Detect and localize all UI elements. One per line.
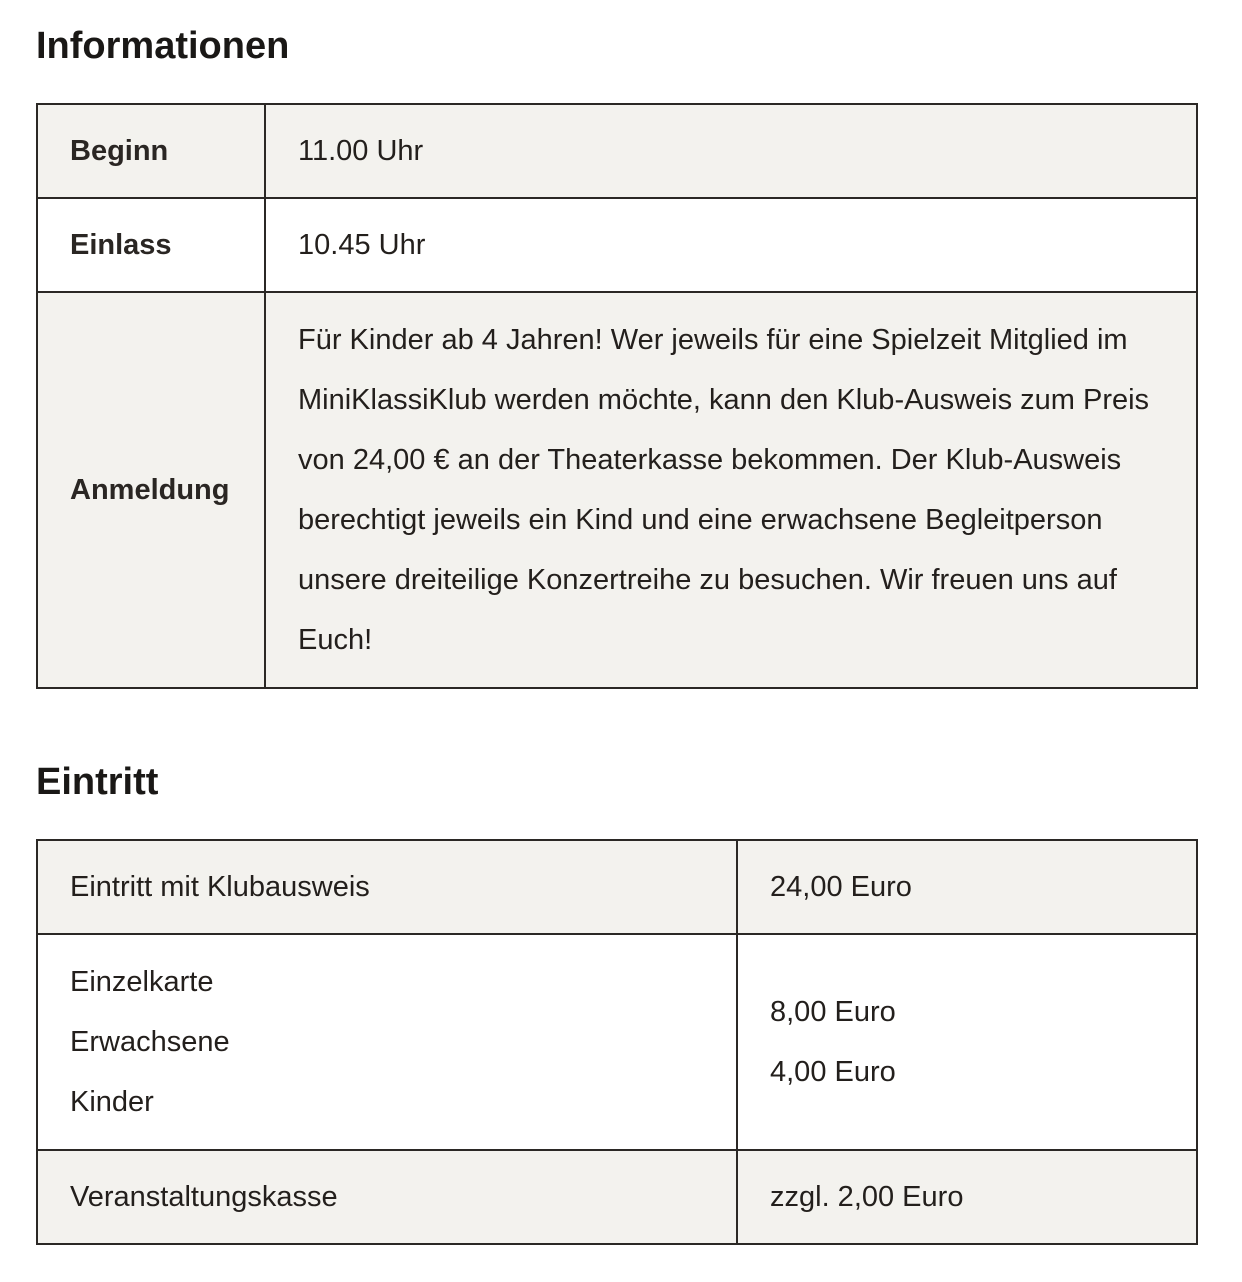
info-table [36, 103, 1198, 689]
section-title-eintritt: Eintritt [36, 761, 159, 803]
row-label-beginn: Beginn [37, 104, 265, 198]
table-row [37, 934, 1197, 1150]
table-row [37, 840, 1197, 934]
table-row [37, 104, 1197, 198]
row-label-einlass: Einlass [37, 198, 265, 292]
row-value-einlass: 10.45 Uhr [265, 198, 1197, 292]
row-value-anmeldung: Für Kinder ab 4 Jahren! Wer jeweils für eine Spielzeit Mitglied im MiniKlassiKlub werden möchte, kann den Klub-Ausweis zum Preis von 24,00 € an der Theaterkasse bekommen. Der Klub-Ausweis berechtigt jeweils ein Kind und eine erwachsene Begleitperson unsere dreiteilige Konzertreihe zu besuchen. Wir freuen uns auf Euch! [265, 292, 1197, 688]
value-erwachsene: 8,00 Euro [770, 996, 896, 1028]
row-label-anmeldung: Anmeldung [37, 292, 265, 688]
row-label-veranstaltungskasse: Veranstaltungskasse [37, 1150, 737, 1244]
section-title-informationen: Informationen [36, 25, 290, 67]
entry-table [36, 839, 1198, 1245]
table-row [37, 198, 1197, 292]
label-kinder: Kinder [70, 1086, 154, 1118]
label-einzelkarte: Einzelkarte [70, 966, 214, 998]
row-labels-einzelkarte [37, 934, 737, 1150]
value-kinder: 4,00 Euro [770, 1056, 896, 1088]
table-row [37, 292, 1197, 688]
table-row [37, 1150, 1197, 1244]
row-value-veranstaltungskasse: zzgl. 2,00 Euro [737, 1150, 1197, 1244]
row-value-klubausweis: 24,00 Euro [737, 840, 1197, 934]
row-values-einzelkarte [737, 934, 1197, 1150]
row-label-klubausweis: Eintritt mit Klubausweis [37, 840, 737, 934]
label-erwachsene: Erwachsene [70, 1026, 230, 1058]
row-value-beginn: 11.00 Uhr [265, 104, 1197, 198]
